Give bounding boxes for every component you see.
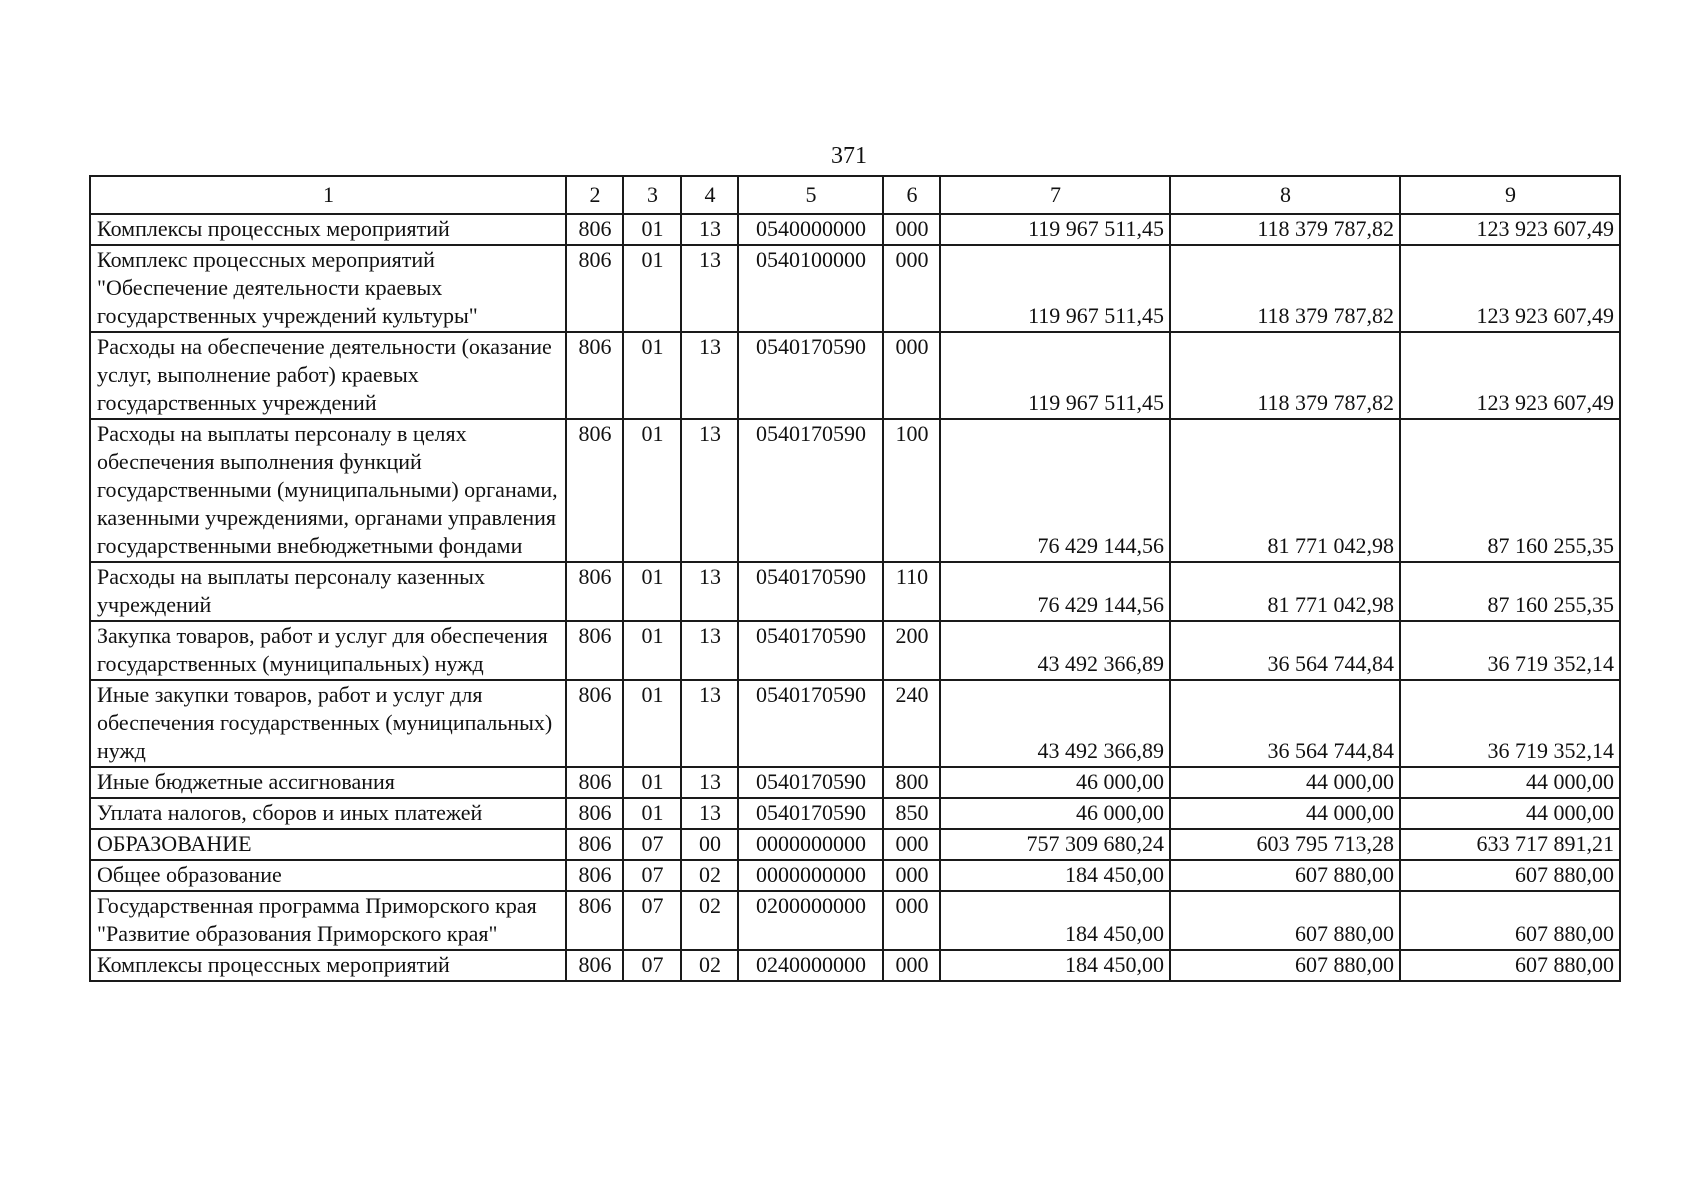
code-gr: 806 [566,829,623,860]
table-row [90,950,1620,981]
header-cell-4: 4 [681,176,738,214]
code-vr: 000 [883,214,940,245]
code-gr: 806 [566,332,623,419]
header-cell-2: 2 [566,176,623,214]
code-csr: 0540170590 [738,767,883,798]
code-rz: 01 [623,680,681,767]
code-pr: 13 [681,332,738,419]
code-rz: 07 [623,950,681,981]
header-cell-3: 3 [623,176,681,214]
table-row [90,621,1620,680]
code-rz: 01 [623,214,681,245]
item-name: Общее образование [90,860,566,891]
code-rz: 01 [623,419,681,562]
code-gr: 806 [566,798,623,829]
code-pr: 13 [681,562,738,621]
code-rz: 07 [623,891,681,950]
amount-col-7: 46 000,00 [940,767,1170,798]
code-vr: 000 [883,950,940,981]
amount-col-7: 119 967 511,45 [940,245,1170,332]
header-cell-1: 1 [90,176,566,214]
code-rz: 01 [623,767,681,798]
amount-col-8: 118 379 787,82 [1170,245,1400,332]
table-row [90,562,1620,621]
amount-col-9: 36 719 352,14 [1400,680,1620,767]
amount-col-7: 76 429 144,56 [940,419,1170,562]
code-csr: 0540170590 [738,332,883,419]
code-csr: 0000000000 [738,860,883,891]
header-cell-5: 5 [738,176,883,214]
amount-col-9: 607 880,00 [1400,860,1620,891]
header-row [90,176,1620,214]
item-name: Комплексы процессных мероприятий [90,950,566,981]
code-gr: 806 [566,621,623,680]
amount-col-9: 87 160 255,35 [1400,419,1620,562]
code-vr: 000 [883,829,940,860]
code-csr: 0540170590 [738,680,883,767]
code-vr: 100 [883,419,940,562]
code-pr: 13 [681,214,738,245]
amount-col-8: 44 000,00 [1170,798,1400,829]
table-row [90,891,1620,950]
header-cell-7: 7 [940,176,1170,214]
code-csr: 0540170590 [738,621,883,680]
amount-col-9: 87 160 255,35 [1400,562,1620,621]
code-pr: 13 [681,798,738,829]
table-body [90,214,1620,981]
code-gr: 806 [566,419,623,562]
code-pr: 13 [681,245,738,332]
amount-col-7: 46 000,00 [940,798,1170,829]
code-rz: 01 [623,332,681,419]
budget-table [89,175,1621,982]
code-pr: 00 [681,829,738,860]
code-vr: 000 [883,245,940,332]
amount-col-7: 184 450,00 [940,860,1170,891]
code-vr: 200 [883,621,940,680]
code-vr: 800 [883,767,940,798]
table-row [90,680,1620,767]
amount-col-8: 118 379 787,82 [1170,332,1400,419]
item-name: ОБРАЗОВАНИЕ [90,829,566,860]
amount-col-9: 607 880,00 [1400,950,1620,981]
code-pr: 02 [681,950,738,981]
code-csr: 0540170590 [738,562,883,621]
amount-col-8: 607 880,00 [1170,950,1400,981]
amount-col-7: 119 967 511,45 [940,332,1170,419]
code-vr: 000 [883,891,940,950]
amount-col-7: 757 309 680,24 [940,829,1170,860]
item-name: Комплекс процессных мероприятий "Обеспечение деятельности краевых государственных учреждений культуры" [90,245,566,332]
code-vr: 240 [883,680,940,767]
code-gr: 806 [566,891,623,950]
table-row [90,767,1620,798]
amount-col-8: 118 379 787,82 [1170,214,1400,245]
code-rz: 01 [623,562,681,621]
code-pr: 13 [681,621,738,680]
amount-col-9: 123 923 607,49 [1400,214,1620,245]
code-gr: 806 [566,245,623,332]
header-cell-9: 9 [1400,176,1620,214]
amount-col-8: 81 771 042,98 [1170,562,1400,621]
item-name: Расходы на выплаты персоналу казенных учреждений [90,562,566,621]
amount-col-8: 36 564 744,84 [1170,680,1400,767]
amount-col-9: 607 880,00 [1400,891,1620,950]
amount-col-8: 607 880,00 [1170,860,1400,891]
item-name: Иные бюджетные ассигнования [90,767,566,798]
table-row [90,798,1620,829]
table-row [90,860,1620,891]
page-number: 371 [831,143,867,169]
table-row [90,245,1620,332]
code-csr: 0200000000 [738,891,883,950]
table-row [90,829,1620,860]
item-name: Иные закупки товаров, работ и услуг для обеспечения государственных (муниципальных) нужд [90,680,566,767]
code-csr: 0540000000 [738,214,883,245]
code-pr: 02 [681,860,738,891]
code-vr: 850 [883,798,940,829]
amount-col-9: 36 719 352,14 [1400,621,1620,680]
amount-col-7: 119 967 511,45 [940,214,1170,245]
amount-col-7: 184 450,00 [940,891,1170,950]
code-rz: 01 [623,245,681,332]
amount-col-9: 633 717 891,21 [1400,829,1620,860]
amount-col-8: 44 000,00 [1170,767,1400,798]
code-gr: 806 [566,562,623,621]
table-row [90,419,1620,562]
amount-col-8: 81 771 042,98 [1170,419,1400,562]
amount-col-9: 44 000,00 [1400,767,1620,798]
code-vr: 000 [883,332,940,419]
code-rz: 01 [623,798,681,829]
header-cell-8: 8 [1170,176,1400,214]
code-pr: 02 [681,891,738,950]
code-csr: 0540170590 [738,419,883,562]
item-name: Расходы на обеспечение деятельности (оказание услуг, выполнение работ) краевых государственных учреждений [90,332,566,419]
code-pr: 13 [681,419,738,562]
code-csr: 0540170590 [738,798,883,829]
item-name: Уплата налогов, сборов и иных платежей [90,798,566,829]
code-rz: 07 [623,860,681,891]
amount-col-7: 76 429 144,56 [940,562,1170,621]
amount-col-7: 43 492 366,89 [940,621,1170,680]
amount-col-9: 123 923 607,49 [1400,245,1620,332]
code-gr: 806 [566,680,623,767]
code-gr: 806 [566,767,623,798]
amount-col-8: 607 880,00 [1170,891,1400,950]
code-rz: 07 [623,829,681,860]
item-name: Закупка товаров, работ и услуг для обеспечения государственных (муниципальных) нужд [90,621,566,680]
amount-col-7: 184 450,00 [940,950,1170,981]
code-csr: 0240000000 [738,950,883,981]
table-row [90,214,1620,245]
header-cell-6: 6 [883,176,940,214]
code-gr: 806 [566,950,623,981]
code-pr: 13 [681,680,738,767]
amount-col-8: 36 564 744,84 [1170,621,1400,680]
amount-col-7: 43 492 366,89 [940,680,1170,767]
code-pr: 13 [681,767,738,798]
code-csr: 0000000000 [738,829,883,860]
code-vr: 000 [883,860,940,891]
item-name: Государственная программа Приморского края "Развитие образования Приморского края" [90,891,566,950]
table-row [90,332,1620,419]
code-gr: 806 [566,214,623,245]
item-name: Расходы на выплаты персоналу в целях обеспечения выполнения функций государственными (муниципальными) органами, казенными учреждениями, органами управления государственными внебюджетными фондами [90,419,566,562]
code-gr: 806 [566,860,623,891]
code-csr: 0540100000 [738,245,883,332]
code-rz: 01 [623,621,681,680]
item-name: Комплексы процессных мероприятий [90,214,566,245]
amount-col-9: 44 000,00 [1400,798,1620,829]
code-vr: 110 [883,562,940,621]
amount-col-8: 603 795 713,28 [1170,829,1400,860]
amount-col-9: 123 923 607,49 [1400,332,1620,419]
